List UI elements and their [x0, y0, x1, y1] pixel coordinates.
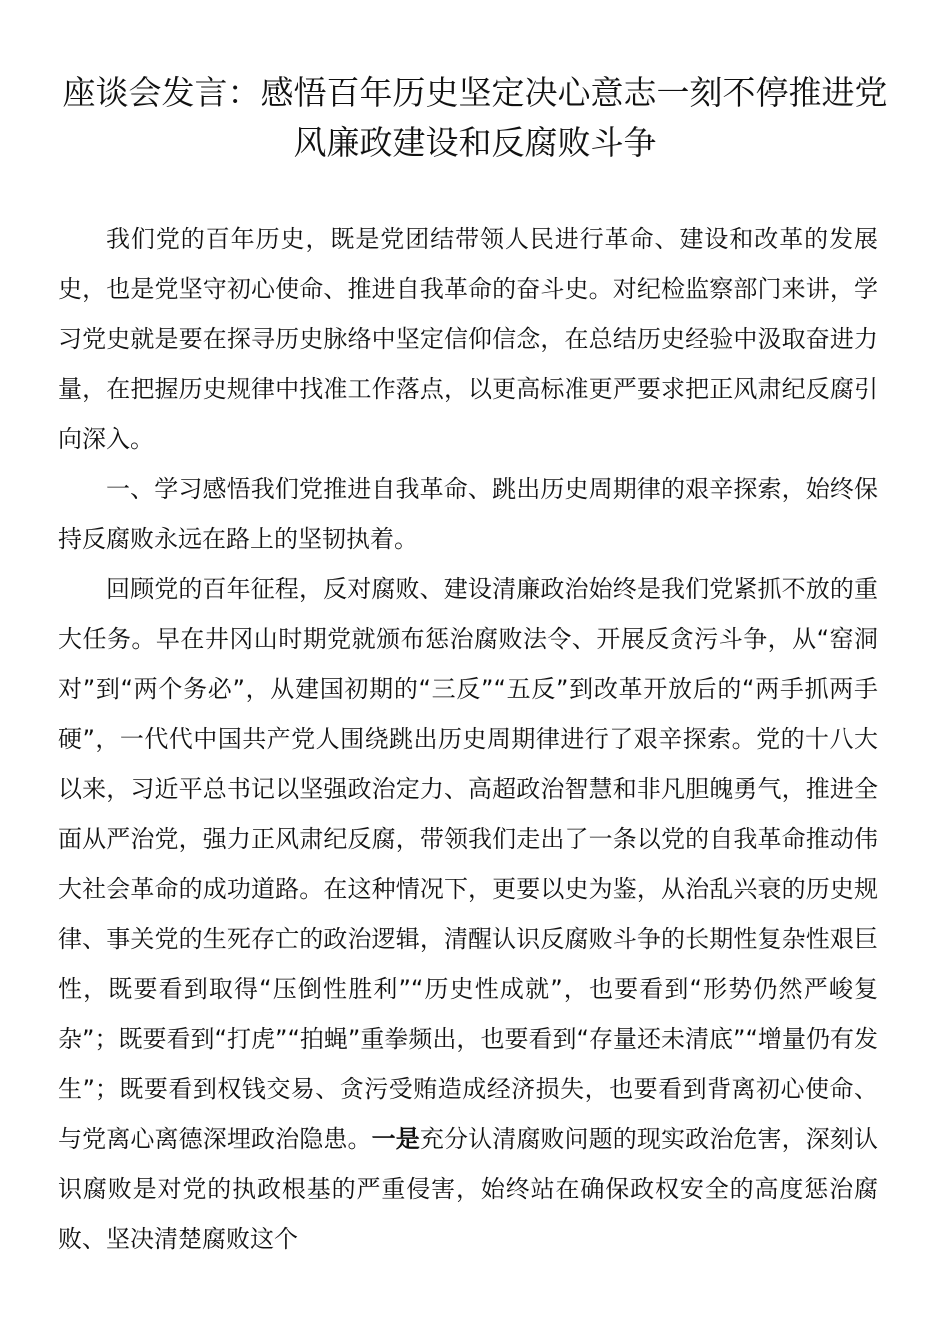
bold-lead-text: 一是 [371, 1125, 420, 1153]
document-body [58, 214, 878, 1264]
paragraph-text-before: 回顾党的百年征程，反对腐败、建设清廉政治始终是我们党紧抓不放的重大任务。早在井冈山时期党就颁布惩治腐败法令、开展反贪污斗争，从“窑洞对”到“两个务必”，从建国初期的“三反”“五反”到改革开放后的“两手抓两手硬”，一代代中国共产党人围绕跳出历史周期律进行了艰辛探索。党的十八大以来，习近平总书记以坚强政治定力、高超政治智慧和非凡胆魄勇气，推进全面从严治党，强力正风肃纪反腐，带领我们走出了一条以党的自我革命推动伟大社会革命的成功道路。在这种情况下，更要以史为鉴，从治乱兴衰的历史规律、事关党的生死存亡的政治逻辑，清醒认识反腐败斗争的长期性复杂性艰巨性，既要看到取得“压倒性胜利”“历史性成就”，也要看到“形势仍然严峻复杂”；既要看到“打虎”“拍蝇”重拳频出，也要看到“存量还未清底”“增量仍有发生”；既要看到权钱交易、贪污受贿造成经济损失，也要看到背离初心使命、与党离心离德深埋政治隐患。 [58, 575, 878, 1153]
paragraph-history-review [58, 564, 878, 1264]
document-title: 座谈会发言：感悟百年历史坚定决心意志一刻不停推进党风廉政建设和反腐败斗争 [62, 73, 888, 162]
paragraph-text-after: 充分认清腐败问题的现实政治危害，深刻认识腐败是对党的执政根基的严重侵害，始终站在确保政权安全的高度惩治腐败、坚决清楚腐败这个 [58, 1125, 879, 1253]
paragraph-intro: 我们党的百年历史，既是党团结带领人民进行革命、建设和改革的发展史，也是党坚守初心使命、推进自我革命的奋斗史。对纪检监察部门来讲，学习党史就是要在探寻历史脉络中坚定信仰信念，在总结历史经验中汲取奋进力量，在把握历史规律中找准工作落点，以更高标准更严要求把正风肃纪反腐引向深入。 [58, 225, 878, 453]
paragraph-section-heading: 一、学习感悟我们党推进自我革命、跳出历史周期律的艰辛探索，始终保持反腐败永远在路上的坚韧执着。 [58, 475, 878, 553]
